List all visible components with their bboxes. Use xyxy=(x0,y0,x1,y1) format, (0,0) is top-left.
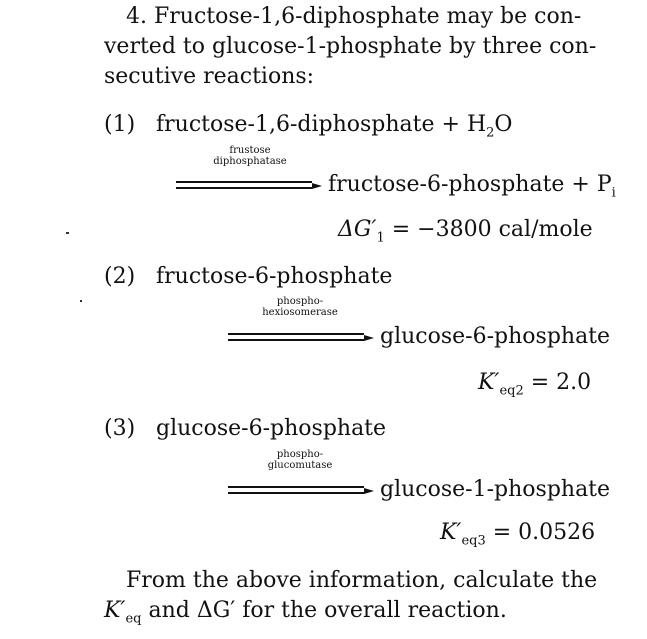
reaction-2-equilibrium-arrow xyxy=(228,332,374,342)
reaction-2-constant xyxy=(478,372,591,397)
constant-symbol: K′ xyxy=(478,370,500,395)
question-line-2 xyxy=(104,600,507,625)
reaction-3-reactant: glucose-6-phosphate xyxy=(156,416,387,441)
constant-subscript: eq2 xyxy=(499,383,524,399)
reaction-1-reactant xyxy=(156,114,512,139)
enzyme-line-1: phospho- xyxy=(276,296,324,307)
reaction-1-label: (1) xyxy=(104,112,136,137)
question-rest: and ΔG′ for the overall reaction. xyxy=(148,598,507,623)
reaction-2-label: (2) xyxy=(104,264,136,289)
constant-value: = 2.0 xyxy=(530,370,592,395)
reaction-2-product: glucose-6-phosphate xyxy=(380,324,611,349)
enzyme-line-2: glucomutase xyxy=(267,460,333,471)
intro-line-2: verted to glucose-1-phosphate by three con- xyxy=(104,34,597,59)
enzyme-line-2: diphosphatase xyxy=(213,156,287,167)
enzyme-line-2: hexiosomerase xyxy=(262,307,338,318)
intro-text-1: Fructose-1,6-diphosphate may be con- xyxy=(154,4,582,29)
reaction-1-enzyme xyxy=(200,145,300,167)
reaction-1-constant xyxy=(338,219,593,244)
reaction-2-reactant: fructose-6-phosphate xyxy=(156,264,393,289)
question-line-1: From the above information, calculate the xyxy=(126,568,598,593)
scan-speck xyxy=(80,300,82,302)
reaction-3-constant xyxy=(440,522,595,547)
reactant-text: fructose-1,6-diphosphate + H xyxy=(156,112,487,137)
constant-symbol: ΔG′ xyxy=(338,217,377,242)
reaction-2-enzyme xyxy=(250,296,350,318)
reaction-3-equilibrium-arrow xyxy=(228,485,374,495)
constant-symbol: K′ xyxy=(440,520,462,545)
scan-speck xyxy=(66,232,69,234)
reaction-1-product xyxy=(328,174,616,199)
enzyme-line-1: phospho- xyxy=(276,449,324,460)
reaction-3-label: (3) xyxy=(104,416,136,441)
question-k-symbol: K′ xyxy=(104,598,126,623)
reactant-tail: O xyxy=(494,112,513,137)
constant-subscript: 1 xyxy=(376,230,385,246)
constant-value: = −3800 cal/mole xyxy=(391,217,593,242)
reaction-3-enzyme xyxy=(250,449,350,471)
problem-number: 4. xyxy=(126,4,147,29)
intro-line-1 xyxy=(126,6,581,28)
enzyme-line-1: frustose xyxy=(229,145,271,156)
product-text: fructose-6-phosphate + P xyxy=(328,172,612,197)
constant-subscript: eq3 xyxy=(461,533,486,549)
question-k-subscript: eq xyxy=(125,611,142,627)
constant-value: = 0.0526 xyxy=(492,520,596,545)
intro-line-3: secutive reactions: xyxy=(104,64,315,89)
reaction-1-equilibrium-arrow xyxy=(176,180,322,190)
reaction-3-product: glucose-1-phosphate xyxy=(380,477,611,502)
product-subscript: i xyxy=(611,185,616,201)
reactant-subscript: 2 xyxy=(486,125,495,141)
